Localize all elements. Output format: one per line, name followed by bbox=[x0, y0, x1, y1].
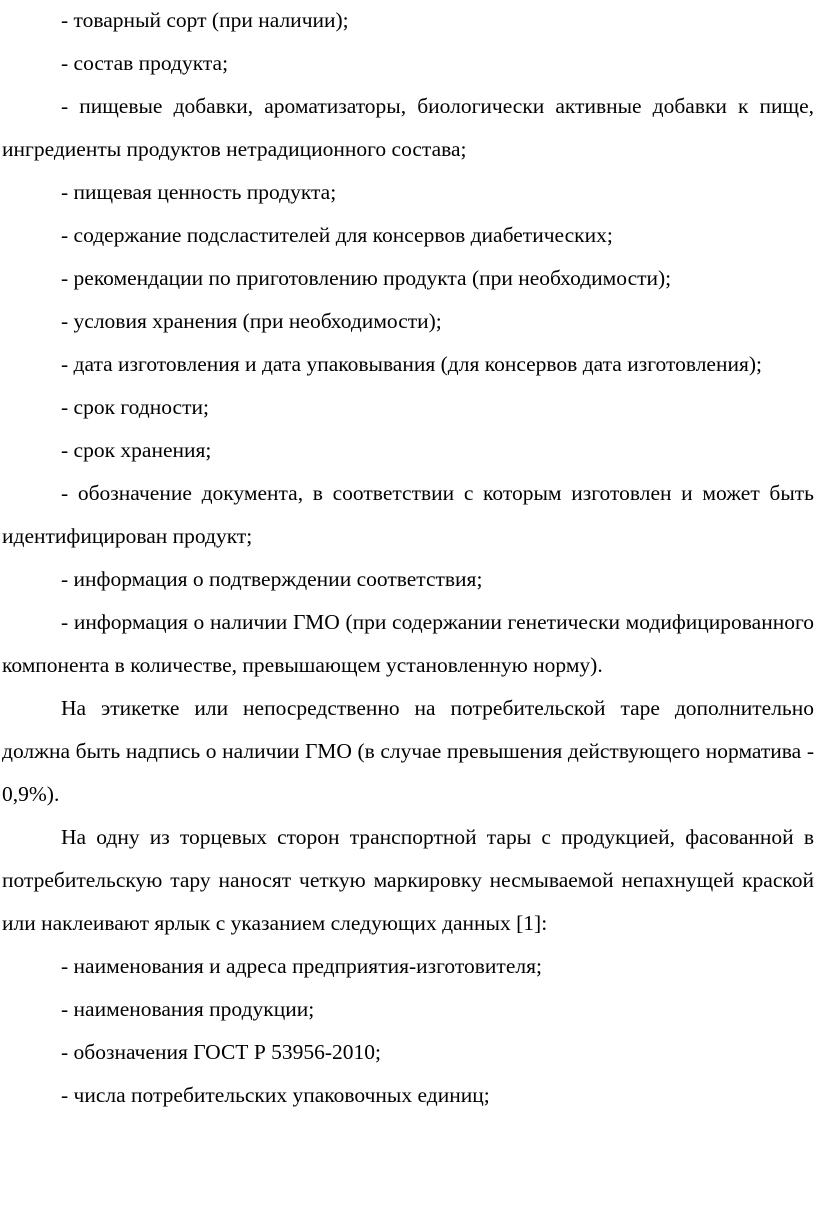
list-item-gost: - обозначения ГОСТ Р 53956-2010; bbox=[61, 1040, 382, 1064]
list-item-additives: - пищевые добавки, ароматизаторы, биологически активные добавки к пище, ингредиенты продуктов нетрадиционного состава; bbox=[2, 94, 814, 161]
list-item-shelf-life: - срок годности; bbox=[61, 395, 209, 419]
list-item-composition: - состав продукта; bbox=[61, 51, 229, 75]
list-item-manufacture-date: - дата изготовления и дата упаковывания (для консервов дата изготовления); bbox=[61, 352, 762, 376]
list-item-package-count: - числа потребительских упаковочных единиц; bbox=[61, 1083, 490, 1107]
list-item-preparation: - рекомендации по приготовлению продукта (при необходимости); bbox=[61, 266, 672, 290]
list-item-sweeteners: - содержание подсластителей для консервов диабетических; bbox=[61, 223, 613, 247]
list-item-storage-conditions: - условия хранения (при необходимости); bbox=[61, 309, 442, 333]
paragraph-gmo-label: На этикетке или непосредственно на потребительской таре дополнительно должна быть надпись о наличии ГМО (в случае превышения действующего норматива - 0,9%). bbox=[2, 696, 814, 806]
list-item-nutrition: - пищевая ценность продукта; bbox=[61, 180, 337, 204]
list-item-document-designation: - обозначение документа, в соответствии с которым изготовлен и может быть идентифицирован продукт; bbox=[2, 481, 814, 548]
list-item-storage-period: - срок хранения; bbox=[61, 438, 212, 462]
list-item-conformity: - информация о подтверждении соответствия; bbox=[61, 567, 483, 591]
list-item-grade: - товарный сорт (при наличии); bbox=[61, 8, 349, 32]
list-item-manufacturer: - наименования и адреса предприятия-изготовителя; bbox=[61, 954, 542, 978]
list-item-gmo: - информация о наличии ГМО (при содержании генетически модифицированного компонента в количестве, превышающем установленную норму). bbox=[2, 610, 814, 677]
paragraph-transport-marking: На одну из торцевых сторон транспортной тары с продукцией, фасованной в потребительскую тару наносят четкую маркировку несмываемой непахнущей краской или наклеивают ярлык с указанием следующих данных [1]: bbox=[2, 825, 814, 935]
document-body bbox=[2, 0, 814, 1117]
list-item-product-name: - наименования продукции; bbox=[61, 997, 315, 1021]
